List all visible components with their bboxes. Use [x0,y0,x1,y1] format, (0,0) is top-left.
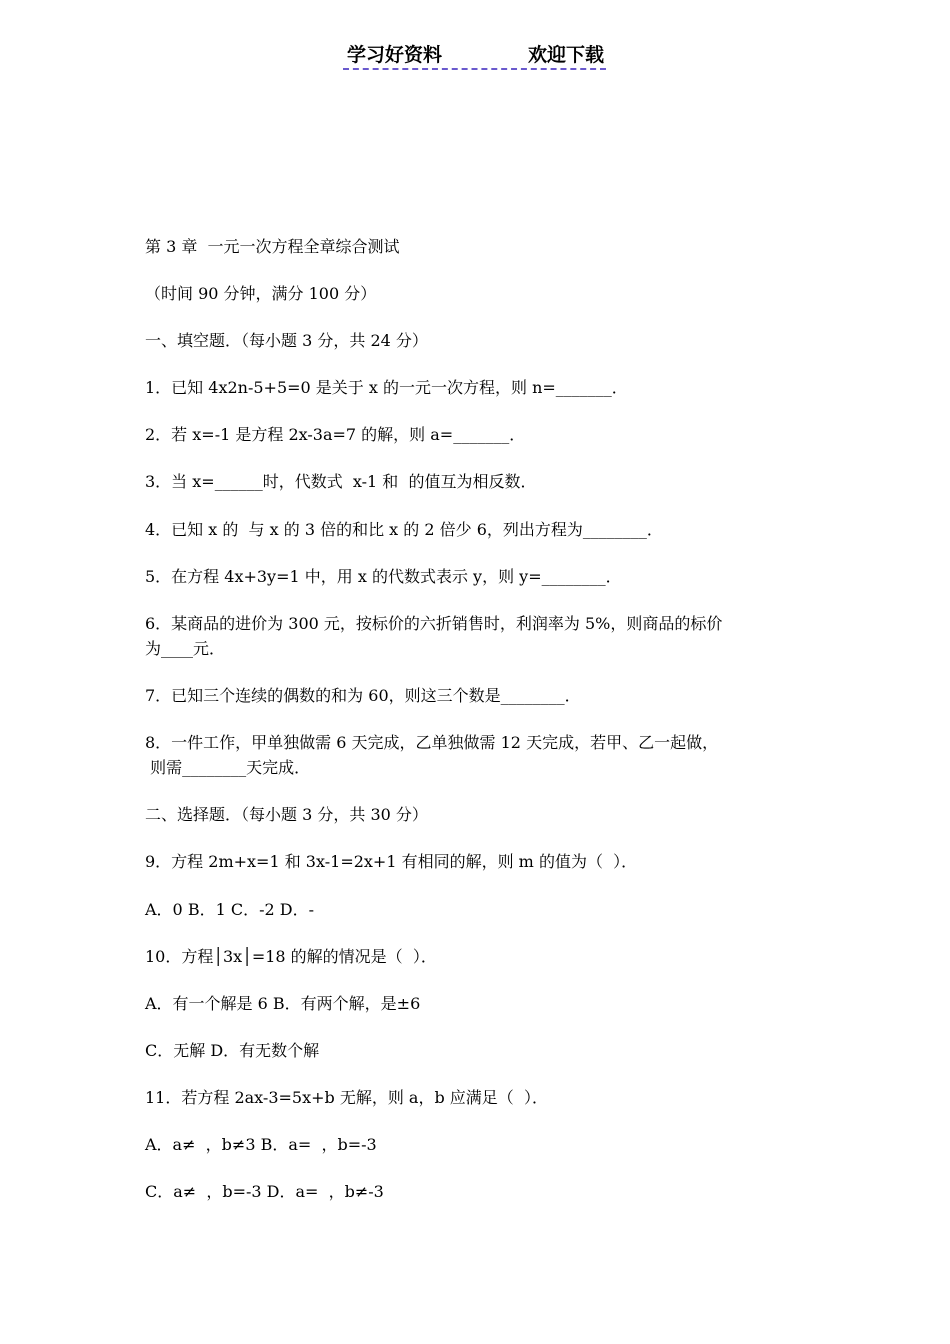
question-11-options-1: A．a≠ ，b≠3 B．a= ，b=-3 [145,1135,377,1154]
question-2: 2．若 x=-1 是方程 2x-3a=7 的解，则 a=_______． [145,425,526,444]
question-7: 7．已知三个连续的偶数的和为 60，则这三个数是________． [145,686,581,705]
question-3: 3．当 x=______时，代数式 x-1 和 的值互为相反数． [145,472,537,491]
question-8-line-1: 8．一件工作，甲单独做需 6 天完成，乙单独做需 12 天完成，若甲、乙一起做， [145,733,719,752]
question-4: 4．已知 x 的 与 x 的 3 倍的和比 x 的 2 倍少 6，列出方程为________． [145,520,663,539]
question-8-line-2: 则需________天完成． [145,758,311,777]
question-10: 10．方程│3x│=18 的解的情况是（ ）． [145,947,437,966]
question-10-options-1: A．有一个解是 6 B．有两个解，是±6 [145,994,421,1013]
section-fill-in-heading: 一、填空题．（每小题 3 分，共 24 分） [145,331,428,350]
header-left-text: 学习好资料 [347,44,443,66]
header-right-text: 欢迎下载 [528,44,605,66]
question-11-options-2: C．a≠ ，b=-3 D．a= ，b≠-3 [145,1182,384,1201]
question-6-line-2: 为____元． [145,639,226,658]
page-header [343,38,606,72]
question-1: 1．已知 4x2n-5+5=0 是关于 x 的一元一次方程，则 n=_______． [145,378,628,397]
header-dashed-rule [343,68,606,70]
question-6-line-1: 6．某商品的进价为 300 元，按标价的六折销售时，利润率为 5%，则商品的标价 [145,614,723,633]
question-9: 9．方程 2m+x=1 和 3x-1=2x+1 有相同的解，则 m 的值为（ ）． [145,852,638,871]
question-10-options-2: C．无解 D．有无数个解 [145,1041,320,1060]
question-11: 11．若方程 2ax-3=5x+b 无解，则 a，b 应满足（ ）． [145,1088,548,1107]
question-9-options: A．0 B．1 C．-2 D．- [145,900,314,919]
question-5: 5．在方程 4x+3y=1 中，用 x 的代数式表示 y，则 y=________． [145,567,622,586]
doc-subtitle: （时间 90 分钟，满分 100 分） [145,284,377,303]
section-choice-heading: 二、选择题．（每小题 3 分，共 30 分） [145,805,428,824]
doc-title: 第 3 章 一元一次方程全章综合测试 [145,237,400,256]
